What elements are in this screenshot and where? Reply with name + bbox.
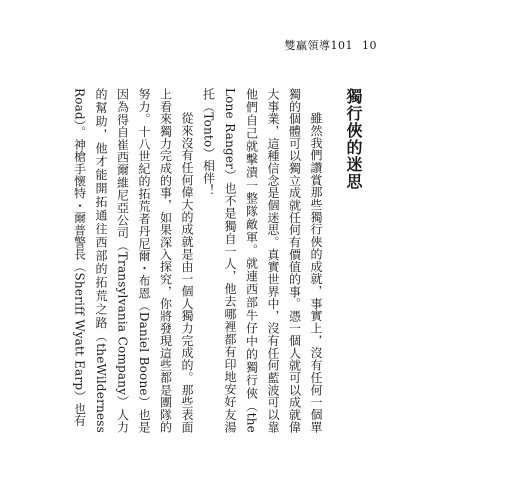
running-head: [285, 37, 378, 53]
paragraph: 雖然我們讚賞那些獨行俠的成就，事實上，沒有任何一個單獨的個體可以獨立成就任何有價值的事。憑一個人就可以成就偉大事業，這種信念是個迷思。真實世界中，沒有任何藍波可以靠他們自己就擊潰一整隊敵軍。就連西部牛仔中的獨行俠（the Lone Ranger）也不是獨自一人，他去哪裡都有印地安好友湯托（Tonto）相伴！: [201, 88, 323, 433]
section-heading: 獨行俠的迷思: [344, 88, 363, 190]
paragraph: 從來沒有任何偉大的成就是由一個人獨力完成的。那些表面上看來獨力完成的事，如果深入探究，你將發現這些都是團隊的努力。十八世紀的拓荒者丹尼爾・布恩（Daniel Boone）也是因為得自崔西爾維尼亞公司（Transylvania Company）人力的幫助，他才能開拓通往西部的拓荒之路（theWilderness Road）。神槍手懷特・爾普警長（Sheriff Wyatt Earp）也有: [72, 88, 194, 433]
page-number: 10: [362, 39, 377, 52]
body-text: [72, 88, 366, 433]
book-title: 雙贏領導101: [284, 39, 353, 52]
